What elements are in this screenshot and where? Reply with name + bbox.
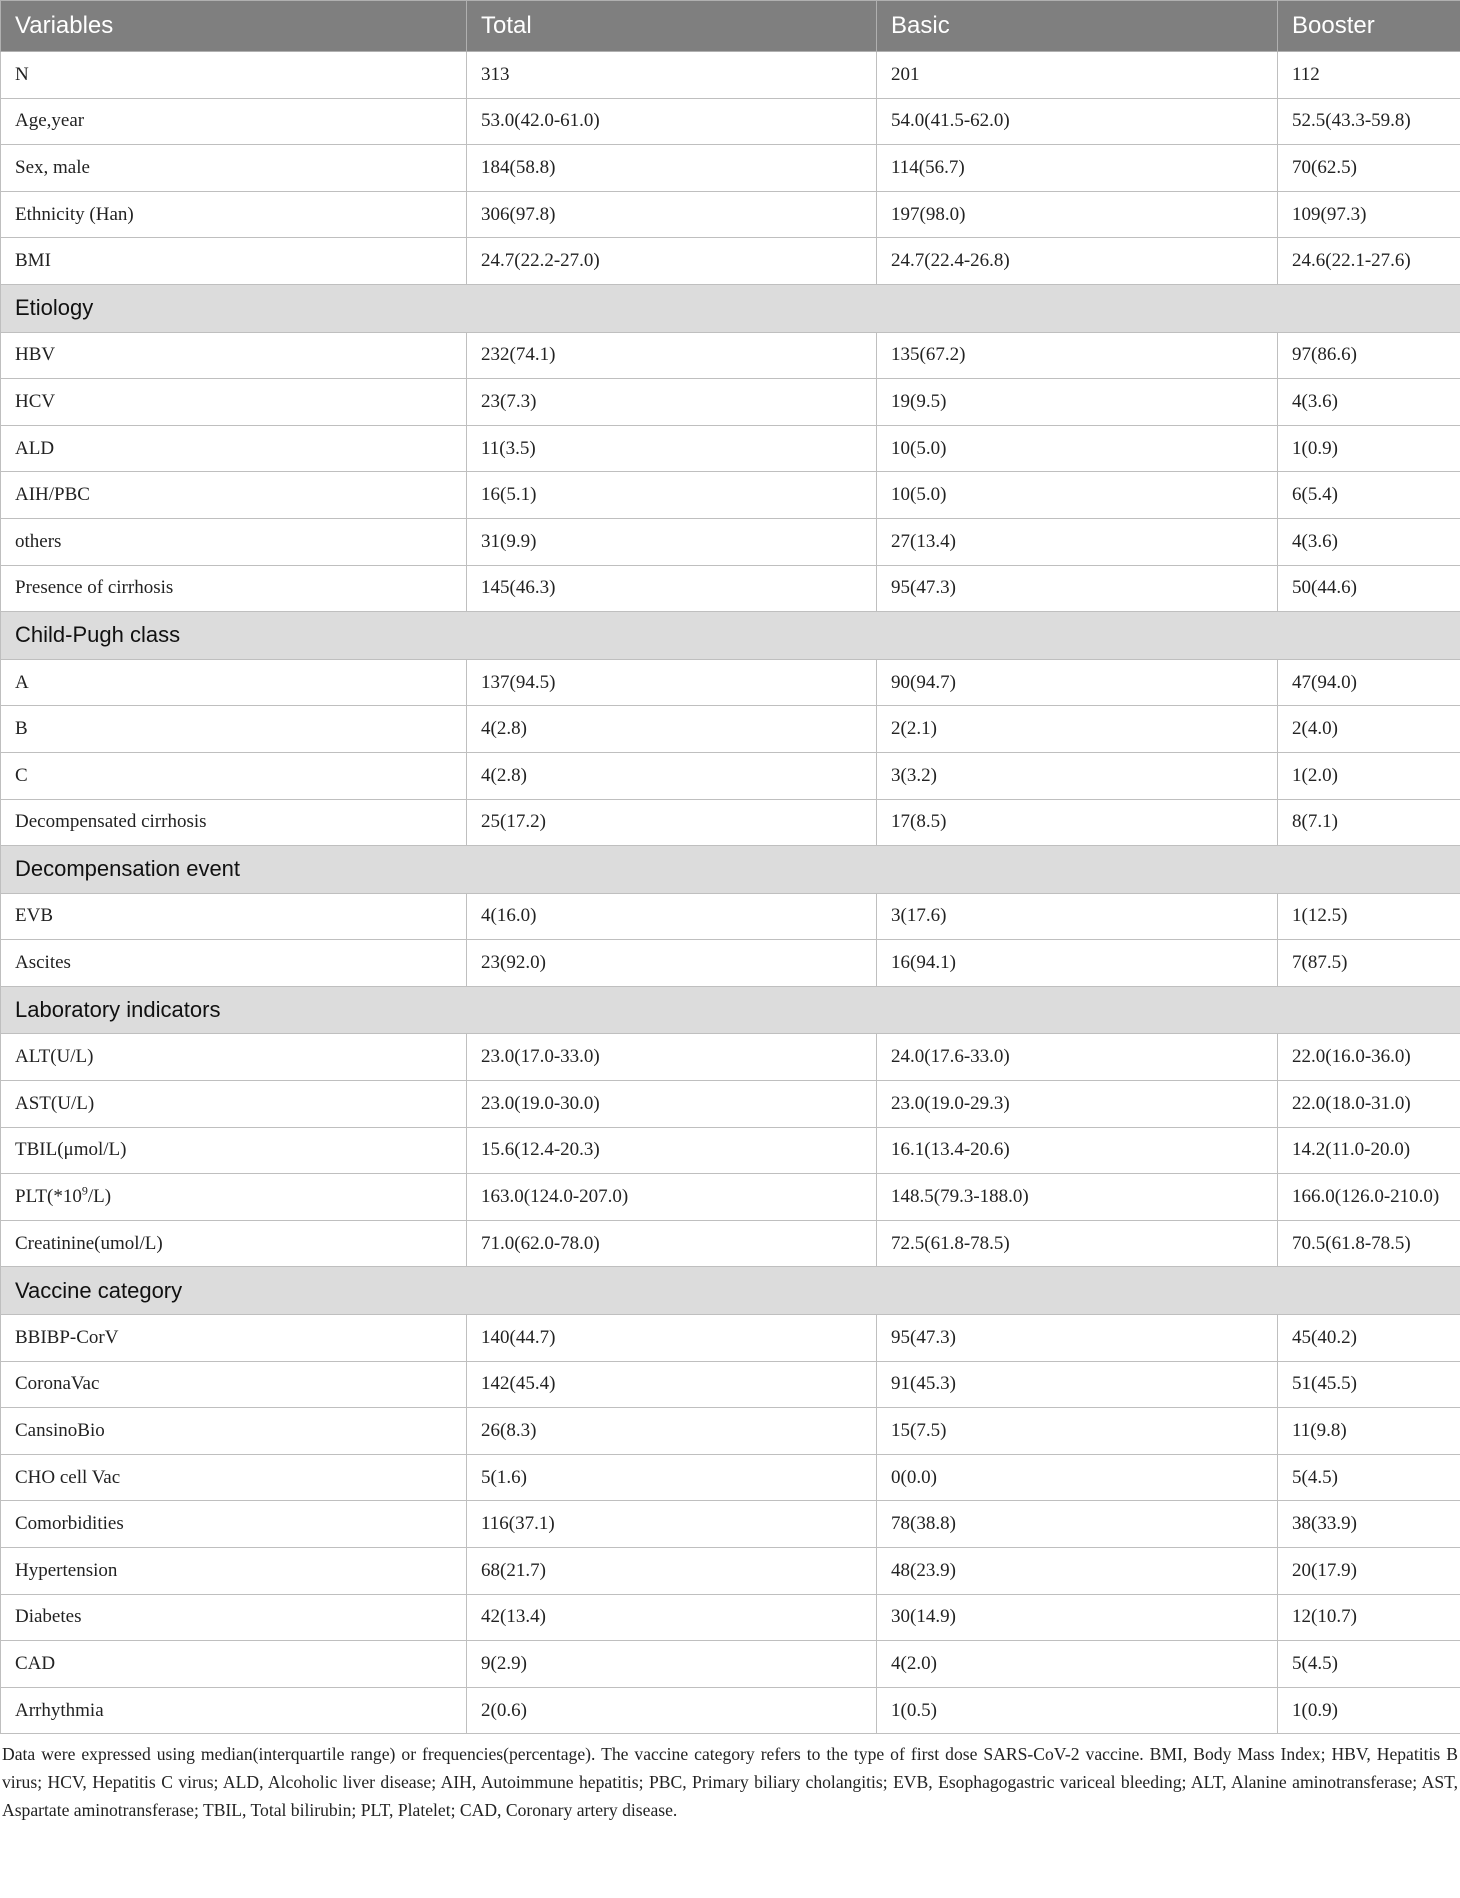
cell-booster: 8(7.1) [1278,799,1460,846]
cell-total: 25(17.2) [467,799,877,846]
cell-booster: 2(4.0) [1278,706,1460,753]
cell-variable: BBIBP-CorV [1,1315,467,1362]
cell-booster: 112 [1278,52,1460,99]
table-row [1,752,1460,799]
cell-basic: 27(13.4) [877,518,1278,565]
column-header-basic: Basic [877,1,1278,52]
cell-variable: CAD [1,1641,467,1688]
table-row [1,1174,1460,1221]
cell-booster: 4(3.6) [1278,379,1460,426]
cell-booster: 1(2.0) [1278,752,1460,799]
cell-total: 68(21.7) [467,1548,877,1595]
table-row [1,1361,1460,1408]
cell-basic: 95(47.3) [877,1315,1278,1362]
cell-booster: 38(33.9) [1278,1501,1460,1548]
cell-variable: ALT(U/L) [1,1034,467,1081]
cell-total: 23.0(19.0-30.0) [467,1081,877,1128]
cell-total: 4(2.8) [467,752,877,799]
cell-basic: 2(2.1) [877,706,1278,753]
cell-total: 2(0.6) [467,1687,877,1734]
section-header-row [1,612,1460,660]
cell-total: 145(46.3) [467,565,877,612]
cell-variable: Diabetes [1,1594,467,1641]
cell-booster: 70(62.5) [1278,145,1460,192]
cell-booster: 166.0(126.0-210.0) [1278,1174,1460,1221]
cell-total: 24.7(22.2-27.0) [467,238,877,285]
cell-variable: BMI [1,238,467,285]
cell-basic: 16(94.1) [877,940,1278,987]
cell-basic: 48(23.9) [877,1548,1278,1595]
cell-basic: 90(94.7) [877,659,1278,706]
table-row [1,940,1460,987]
section-header-row [1,284,1460,332]
column-header-booster: Booster [1278,1,1460,52]
cell-total: 53.0(42.0-61.0) [467,98,877,145]
cell-basic: 54.0(41.5-62.0) [877,98,1278,145]
cell-basic: 0(0.0) [877,1454,1278,1501]
cell-variable: B [1,706,467,753]
section-label: Child-Pugh class [1,612,1460,660]
cell-total: 16(5.1) [467,472,877,519]
cell-booster: 52.5(43.3-59.8) [1278,98,1460,145]
table-row [1,1641,1460,1688]
cell-variable: CansinoBio [1,1408,467,1455]
table-row [1,1315,1460,1362]
table-row [1,893,1460,940]
table-row [1,799,1460,846]
cell-booster: 24.6(22.1-27.6) [1278,238,1460,285]
cell-variable: AST(U/L) [1,1081,467,1128]
cell-booster: 50(44.6) [1278,565,1460,612]
cell-variable: others [1,518,467,565]
cell-booster: 20(17.9) [1278,1548,1460,1595]
cell-booster: 1(12.5) [1278,893,1460,940]
cell-basic: 19(9.5) [877,379,1278,426]
table-body [1,52,1460,1734]
cell-variable: TBIL(μmol/L) [1,1127,467,1174]
cell-basic: 148.5(79.3-188.0) [877,1174,1278,1221]
header-row [1,1,1460,52]
cell-booster: 70.5(61.8-78.5) [1278,1220,1460,1267]
cell-total: 26(8.3) [467,1408,877,1455]
table-row [1,706,1460,753]
column-header-variables: Variables [1,1,467,52]
cell-variable: Presence of cirrhosis [1,565,467,612]
cell-variable: Hypertension [1,1548,467,1595]
cell-variable: CHO cell Vac [1,1454,467,1501]
section-header-row [1,1267,1460,1315]
cell-basic: 201 [877,52,1278,99]
cell-variable: N [1,52,467,99]
column-header-total: Total [467,1,877,52]
cell-basic: 114(56.7) [877,145,1278,192]
cell-booster: 1(0.9) [1278,425,1460,472]
cell-basic: 15(7.5) [877,1408,1278,1455]
cell-basic: 10(5.0) [877,472,1278,519]
cell-total: 71.0(62.0-78.0) [467,1220,877,1267]
table-row [1,1034,1460,1081]
cell-total: 142(45.4) [467,1361,877,1408]
section-header-row [1,986,1460,1034]
cell-variable: Arrhythmia [1,1687,467,1734]
cell-variable: Comorbidities [1,1501,467,1548]
cell-variable: Ethnicity (Han) [1,191,467,238]
cell-booster: 5(4.5) [1278,1454,1460,1501]
cell-booster: 45(40.2) [1278,1315,1460,1362]
section-header-row [1,846,1460,894]
cell-basic: 95(47.3) [877,565,1278,612]
cell-variable: Creatinine(umol/L) [1,1220,467,1267]
cell-total: 9(2.9) [467,1641,877,1688]
cell-total: 23(7.3) [467,379,877,426]
table-row [1,1127,1460,1174]
cell-basic: 23.0(19.0-29.3) [877,1081,1278,1128]
cell-booster: 1(0.9) [1278,1687,1460,1734]
cell-total: 140(44.7) [467,1315,877,1362]
cell-basic: 30(14.9) [877,1594,1278,1641]
cell-booster: 51(45.5) [1278,1361,1460,1408]
cell-total: 313 [467,52,877,99]
cell-basic: 24.7(22.4-26.8) [877,238,1278,285]
cell-variable: HCV [1,379,467,426]
cell-variable: AIH/PBC [1,472,467,519]
table-row [1,1687,1460,1734]
section-label: Decompensation event [1,846,1460,894]
cell-total: 42(13.4) [467,1594,877,1641]
table-row [1,565,1460,612]
cell-booster: 7(87.5) [1278,940,1460,987]
cell-variable: Sex, male [1,145,467,192]
cell-total: 5(1.6) [467,1454,877,1501]
table-header [1,1,1460,52]
cell-variable: Decompensated cirrhosis [1,799,467,846]
cell-booster: 11(9.8) [1278,1408,1460,1455]
cell-variable: HBV [1,332,467,379]
cell-total: 232(74.1) [467,332,877,379]
cell-basic: 197(98.0) [877,191,1278,238]
table-row [1,425,1460,472]
cell-total: 4(16.0) [467,893,877,940]
cell-booster: 47(94.0) [1278,659,1460,706]
cell-booster: 22.0(18.0-31.0) [1278,1081,1460,1128]
table-row [1,379,1460,426]
cell-total: 163.0(124.0-207.0) [467,1174,877,1221]
cell-basic: 10(5.0) [877,425,1278,472]
table-row [1,659,1460,706]
cell-variable-text: PLT(*10 [15,1186,82,1208]
cell-total: 4(2.8) [467,706,877,753]
cell-total: 15.6(12.4-20.3) [467,1127,877,1174]
table-row [1,52,1460,99]
table-row [1,191,1460,238]
table-row [1,145,1460,192]
cell-variable: Ascites [1,940,467,987]
cell-booster: 109(97.3) [1278,191,1460,238]
cell-basic: 1(0.5) [877,1687,1278,1734]
cell-basic: 135(67.2) [877,332,1278,379]
cell-total: 11(3.5) [467,425,877,472]
cell-basic: 78(38.8) [877,1501,1278,1548]
cell-variable: ALD [1,425,467,472]
cell-total: 23.0(17.0-33.0) [467,1034,877,1081]
cell-variable-superscript: 9 [81,1183,88,1198]
cell-variable-unit: /L) [87,1186,112,1208]
cell-total: 306(97.8) [467,191,877,238]
cell-variable: EVB [1,893,467,940]
table-row [1,98,1460,145]
cell-booster: 6(5.4) [1278,472,1460,519]
cell-booster: 97(86.6) [1278,332,1460,379]
cell-basic: 91(45.3) [877,1361,1278,1408]
table-row [1,332,1460,379]
cell-variable: Age,year [1,98,467,145]
cell-booster: 4(3.6) [1278,518,1460,565]
cell-basic: 72.5(61.8-78.5) [877,1220,1278,1267]
cell-variable: A [1,659,467,706]
section-label: Vaccine category [1,1267,1460,1315]
cell-variable: C [1,752,467,799]
cell-variable [1,1174,467,1221]
cell-booster: 14.2(11.0-20.0) [1278,1127,1460,1174]
table-row [1,1454,1460,1501]
cell-total: 23(92.0) [467,940,877,987]
table-row [1,1548,1460,1595]
table-footnote: Data were expressed using median(interquartile range) or frequencies(percentage). The vaccine category refers to the type of first dose SARS-CoV-2 vaccine. BMI, Body Mass Index; HBV, Hepatitis B virus; HCV, Hepatitis C virus; ALD, Alcoholic liver disease; AIH, Autoimmune hepatitis; PBC, Primary biliary cholangitis; EVB, Esophagogastric variceal bleeding; ALT, Alanine aminotransferase; AST, Aspartate aminotransferase; TBIL, Total bilirubin; PLT, Platelet; CAD, Coronary artery disease. [2,1744,1458,1821]
table-row [1,1081,1460,1128]
cell-basic: 17(8.5) [877,799,1278,846]
cell-basic: 3(17.6) [877,893,1278,940]
cell-total: 31(9.9) [467,518,877,565]
table-row [1,1594,1460,1641]
table-row [1,1408,1460,1455]
cell-basic: 16.1(13.4-20.6) [877,1127,1278,1174]
cell-variable: CoronaVac [1,1361,467,1408]
table-row [1,472,1460,519]
cell-total: 116(37.1) [467,1501,877,1548]
cell-booster: 22.0(16.0-36.0) [1278,1034,1460,1081]
table-row [1,1220,1460,1267]
cell-total: 184(58.8) [467,145,877,192]
table-row [1,238,1460,285]
table-row [1,518,1460,565]
cell-basic: 24.0(17.6-33.0) [877,1034,1278,1081]
cell-basic: 4(2.0) [877,1641,1278,1688]
cell-total: 137(94.5) [467,659,877,706]
section-label: Etiology [1,284,1460,332]
cell-booster: 12(10.7) [1278,1594,1460,1641]
cell-basic: 3(3.2) [877,752,1278,799]
cell-booster: 5(4.5) [1278,1641,1460,1688]
table-row [1,1501,1460,1548]
section-label: Laboratory indicators [1,986,1460,1034]
